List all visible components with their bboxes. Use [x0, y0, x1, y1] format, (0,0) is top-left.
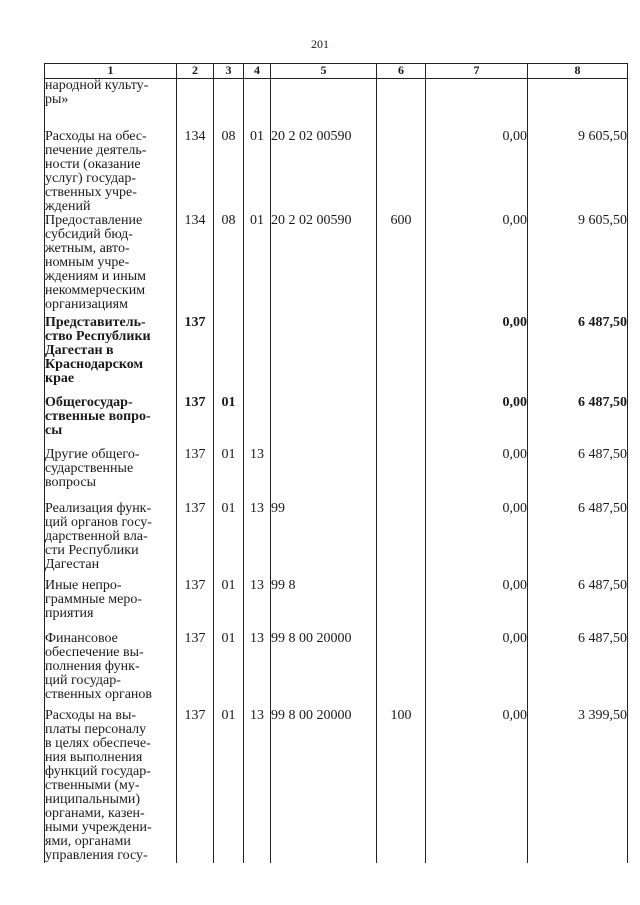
- code-subsection: [244, 79, 271, 130]
- row-name: Представитель- ство Республики Дагестан в Краснодарском крае: [45, 316, 177, 396]
- code-target: [271, 79, 377, 130]
- row-name: Реализация функ- ций органов госу- дарственной вла- сти Республики Дагестан: [45, 502, 177, 579]
- code-subsection: 13: [244, 632, 271, 709]
- code-section: [214, 79, 244, 130]
- amount-total: 6 487,50: [528, 579, 628, 632]
- code-subsection: 13: [244, 579, 271, 632]
- code-ministry: 134: [177, 130, 214, 214]
- code-subsection: 13: [244, 709, 271, 863]
- column-header: 5: [271, 64, 377, 79]
- table-row: [45, 79, 628, 130]
- code-target: 20 2 02 00590: [271, 130, 377, 214]
- code-expense-type: 600: [377, 214, 426, 316]
- code-expense-type: [377, 502, 426, 579]
- code-ministry: 137: [177, 448, 214, 502]
- amount-total: 6 487,50: [528, 632, 628, 709]
- amount-change: 0,00: [426, 214, 528, 316]
- row-name: Финансовое обеспечение вы- полнения функ- ций государ- ственных органов: [45, 632, 177, 709]
- amount-total: 6 487,50: [528, 448, 628, 502]
- code-expense-type: [377, 130, 426, 214]
- amount-total: 6 487,50: [528, 502, 628, 579]
- amount-change: 0,00: [426, 316, 528, 396]
- code-section: 01: [214, 396, 244, 448]
- table-row: [45, 316, 628, 396]
- code-ministry: [177, 79, 214, 130]
- code-subsection: 13: [244, 448, 271, 502]
- row-name: Другие общего- сударственные вопросы: [45, 448, 177, 502]
- code-ministry: 134: [177, 214, 214, 316]
- code-target: [271, 448, 377, 502]
- code-ministry: 137: [177, 396, 214, 448]
- amount-total: 9 605,50: [528, 214, 628, 316]
- code-section: 08: [214, 214, 244, 316]
- table-body: [45, 79, 628, 863]
- amount-change: 0,00: [426, 579, 528, 632]
- code-subsection: 01: [244, 130, 271, 214]
- code-target: 99 8: [271, 579, 377, 632]
- amount-change: [426, 79, 528, 130]
- code-expense-type: [377, 316, 426, 396]
- code-target: 20 2 02 00590: [271, 214, 377, 316]
- code-subsection: 01: [244, 214, 271, 316]
- row-name: Общегосудар- ственные вопро- сы: [45, 396, 177, 448]
- code-expense-type: [377, 396, 426, 448]
- page-number: 201: [311, 37, 329, 51]
- row-name: Расходы на обес- печение деятель- ности (оказание услуг) государ- ственных учре- ждений: [45, 130, 177, 214]
- column-header: 7: [426, 64, 528, 79]
- code-section: 01: [214, 448, 244, 502]
- code-target: [271, 316, 377, 396]
- code-section: 01: [214, 709, 244, 863]
- code-expense-type: [377, 632, 426, 709]
- amount-change: 0,00: [426, 396, 528, 448]
- code-expense-type: 100: [377, 709, 426, 863]
- column-header: 4: [244, 64, 271, 79]
- row-name: Расходы на вы- платы персоналу в целях обеспече- ния выполнения функций государ- ственными (му- ниципальными) органами, казен- ными учреждени- ями, органами управления госу-: [45, 709, 177, 863]
- row-name: Иные непро- граммные меро- приятия: [45, 579, 177, 632]
- column-header: 6: [377, 64, 426, 79]
- amount-total: [528, 79, 628, 130]
- amount-change: 0,00: [426, 709, 528, 863]
- amount-total: 6 487,50: [528, 396, 628, 448]
- row-name: Предоставление субсидий бюд- жетным, авто- номным учре- ждениям и иным некоммерческим организациям: [45, 214, 177, 316]
- code-section: 08: [214, 130, 244, 214]
- table-row: [45, 448, 628, 502]
- header-row: [45, 64, 628, 79]
- amount-total: 9 605,50: [528, 130, 628, 214]
- code-ministry: 137: [177, 579, 214, 632]
- code-ministry: 137: [177, 502, 214, 579]
- table-row: [45, 579, 628, 632]
- table-row: [45, 130, 628, 214]
- code-section: [214, 316, 244, 396]
- code-target: 99 8 00 20000: [271, 709, 377, 863]
- column-header: 1: [45, 64, 177, 79]
- column-header: 3: [214, 64, 244, 79]
- code-ministry: 137: [177, 632, 214, 709]
- code-section: 01: [214, 502, 244, 579]
- code-subsection: 13: [244, 502, 271, 579]
- column-header: 8: [528, 64, 628, 79]
- code-target: [271, 396, 377, 448]
- code-subsection: [244, 396, 271, 448]
- amount-change: 0,00: [426, 130, 528, 214]
- table-row: [45, 396, 628, 448]
- budget-table: [44, 63, 628, 863]
- table-row: [45, 709, 628, 863]
- code-target: 99 8 00 20000: [271, 632, 377, 709]
- amount-change: 0,00: [426, 632, 528, 709]
- code-ministry: 137: [177, 316, 214, 396]
- code-expense-type: [377, 579, 426, 632]
- code-expense-type: [377, 79, 426, 130]
- code-section: 01: [214, 632, 244, 709]
- code-expense-type: [377, 448, 426, 502]
- code-section: 01: [214, 579, 244, 632]
- amount-total: 6 487,50: [528, 316, 628, 396]
- table-row: [45, 632, 628, 709]
- amount-change: 0,00: [426, 502, 528, 579]
- table-row: [45, 214, 628, 316]
- code-ministry: 137: [177, 709, 214, 863]
- code-subsection: [244, 316, 271, 396]
- code-target: 99: [271, 502, 377, 579]
- amount-change: 0,00: [426, 448, 528, 502]
- row-name: народной культу- ры»: [45, 79, 177, 130]
- amount-total: 3 399,50: [528, 709, 628, 863]
- table-row: [45, 502, 628, 579]
- column-header: 2: [177, 64, 214, 79]
